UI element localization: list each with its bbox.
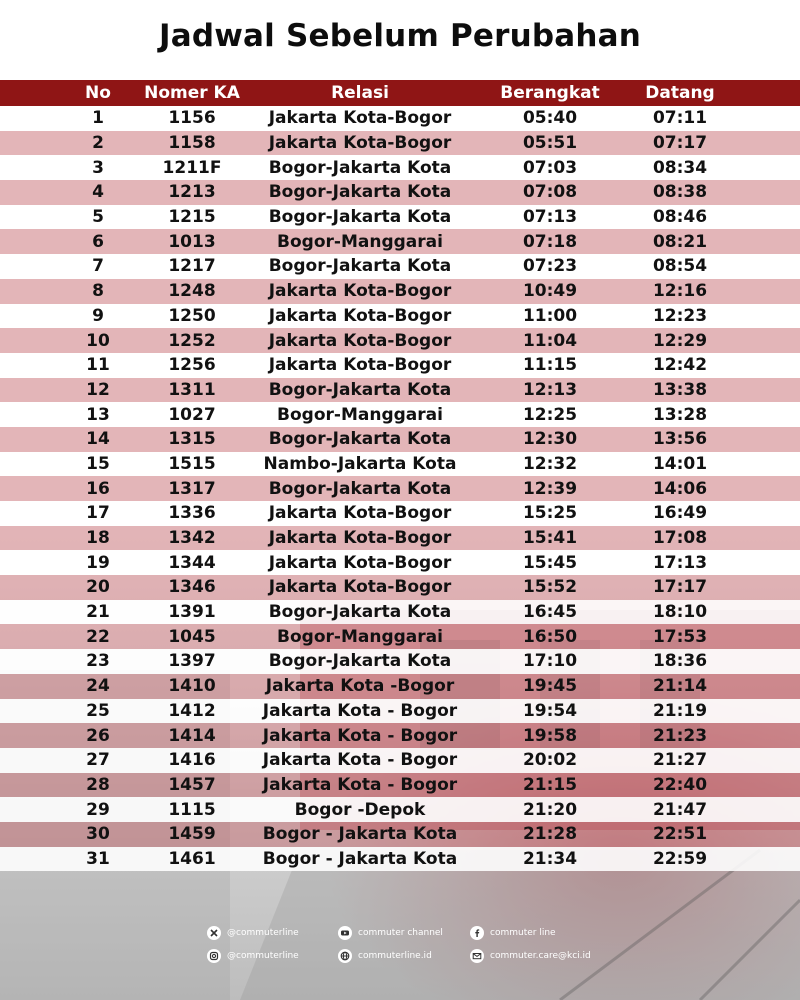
- table-row: [0, 353, 800, 378]
- row-nomer-ka: 1461: [168, 848, 216, 869]
- schedule-table: [0, 80, 800, 871]
- row-relasi: Jakarta Kota -Bogor: [265, 676, 455, 697]
- row-datang: 12:16: [652, 281, 708, 302]
- youtube-icon: [338, 926, 352, 940]
- row-datang: 21:47: [652, 799, 708, 820]
- row-berangkat: 21:20: [522, 799, 578, 820]
- row-relasi: Bogor - Jakarta Kota: [262, 824, 458, 845]
- table-row: [0, 748, 800, 773]
- row-nomer-ka: 1410: [168, 676, 216, 697]
- table-header: [0, 80, 800, 106]
- table-row: [0, 575, 800, 600]
- row-berangkat: 17:10: [522, 651, 578, 672]
- row-nomer-ka: 1344: [168, 552, 216, 573]
- row-nomer-ka: 1414: [168, 725, 216, 746]
- row-relasi: Bogor-Jakarta Kota: [268, 429, 452, 450]
- social-facebook[interactable]: [470, 926, 556, 940]
- row-berangkat: 11:04: [522, 330, 578, 351]
- row-datang: 08:54: [652, 256, 708, 277]
- row-relasi: Bogor-Manggarai: [277, 231, 443, 252]
- row-nomer-ka: 1213: [168, 182, 216, 203]
- row-datang: 17:08: [652, 528, 708, 549]
- social-facebook-handle: commuter line: [490, 928, 556, 938]
- row-relasi: Jakarta Kota-Bogor: [268, 577, 452, 598]
- row-nomer-ka: 1217: [168, 256, 216, 277]
- row-relasi: Bogor-Jakarta Kota: [268, 651, 452, 672]
- table-row: [0, 180, 800, 205]
- row-datang: 12:23: [652, 305, 708, 326]
- social-email[interactable]: [470, 949, 591, 963]
- row-no: 31: [86, 848, 110, 869]
- row-datang: 08:46: [652, 207, 708, 228]
- row-relasi: Bogor-Jakarta Kota: [268, 379, 452, 400]
- row-relasi: Jakarta Kota - Bogor: [262, 700, 458, 721]
- social-youtube[interactable]: [338, 926, 443, 940]
- row-relasi: Bogor-Jakarta Kota: [268, 182, 452, 203]
- row-berangkat: 19:54: [522, 700, 578, 721]
- row-no: 29: [86, 799, 110, 820]
- row-datang: 14:01: [652, 453, 708, 474]
- row-no: 12: [86, 379, 110, 400]
- row-nomer-ka: 1256: [168, 355, 216, 376]
- row-relasi: Jakarta Kota-Bogor: [268, 281, 452, 302]
- row-relasi: Bogor - Jakarta Kota: [262, 848, 458, 869]
- row-no: 24: [86, 676, 110, 697]
- row-no: 10: [86, 330, 110, 351]
- social-instagram[interactable]: [207, 949, 299, 963]
- table-row: [0, 773, 800, 798]
- row-datang: 22:51: [652, 824, 708, 845]
- row-relasi: Jakarta Kota-Bogor: [268, 528, 452, 549]
- table-row: [0, 131, 800, 156]
- row-no: 26: [86, 725, 110, 746]
- row-nomer-ka: 1252: [168, 330, 216, 351]
- row-no: 22: [86, 626, 110, 647]
- row-berangkat: 21:28: [522, 824, 578, 845]
- table-row: [0, 624, 800, 649]
- x-icon: [207, 926, 221, 940]
- row-berangkat: 12:25: [522, 404, 578, 425]
- row-berangkat: 16:45: [522, 602, 578, 623]
- row-nomer-ka: 1311: [168, 379, 216, 400]
- row-no: 2: [92, 133, 104, 154]
- row-nomer-ka: 1459: [168, 824, 216, 845]
- row-datang: 08:34: [652, 157, 708, 178]
- instagram-icon: [207, 949, 221, 963]
- row-datang: 21:27: [652, 750, 708, 771]
- row-berangkat: 16:50: [522, 626, 578, 647]
- row-nomer-ka: 1115: [168, 799, 216, 820]
- table-row: [0, 723, 800, 748]
- table-row: [0, 674, 800, 699]
- row-berangkat: 15:45: [522, 552, 578, 573]
- row-relasi: Bogor-Manggarai: [277, 626, 443, 647]
- table-row: [0, 279, 800, 304]
- row-berangkat: 15:52: [522, 577, 578, 598]
- social-web[interactable]: [338, 949, 432, 963]
- row-nomer-ka: 1248: [168, 281, 216, 302]
- table-row: [0, 822, 800, 847]
- row-datang: 17:13: [652, 552, 708, 573]
- row-datang: 12:42: [652, 355, 708, 376]
- table-row: [0, 378, 800, 403]
- table-row: [0, 229, 800, 254]
- row-datang: 13:28: [652, 404, 708, 425]
- row-datang: 17:17: [652, 577, 708, 598]
- row-no: 11: [86, 355, 110, 376]
- row-datang: 07:17: [652, 133, 708, 154]
- row-berangkat: 12:39: [522, 478, 578, 499]
- row-relasi: Bogor-Jakarta Kota: [268, 207, 452, 228]
- row-relasi: Bogor-Jakarta Kota: [268, 602, 452, 623]
- row-nomer-ka: 1027: [168, 404, 216, 425]
- row-nomer-ka: 1336: [168, 503, 216, 524]
- row-datang: 22:40: [652, 774, 708, 795]
- row-nomer-ka: 1515: [168, 453, 216, 474]
- row-nomer-ka: 1215: [168, 207, 216, 228]
- row-no: 8: [92, 281, 104, 302]
- table-row: [0, 600, 800, 625]
- row-relasi: Jakarta Kota-Bogor: [268, 133, 452, 154]
- row-no: 28: [86, 774, 110, 795]
- page-title: Jadwal Sebelum Perubahan: [158, 18, 642, 54]
- table-row: [0, 847, 800, 872]
- row-nomer-ka: 1412: [168, 700, 216, 721]
- row-relasi: Bogor-Jakarta Kota: [268, 256, 452, 277]
- row-nomer-ka: 1317: [168, 478, 216, 499]
- row-datang: 07:11: [652, 108, 708, 129]
- row-no: 4: [92, 182, 104, 203]
- row-no: 6: [92, 231, 104, 252]
- header-relasi: Relasi: [331, 83, 389, 103]
- social-youtube-handle: commuter channel: [358, 928, 443, 938]
- row-datang: 08:38: [652, 182, 708, 203]
- table-row: [0, 797, 800, 822]
- social-email-handle: commuter.care@kci.id: [490, 951, 591, 961]
- row-relasi: Jakarta Kota - Bogor: [262, 725, 458, 746]
- row-berangkat: 21:15: [522, 774, 578, 795]
- row-nomer-ka: 1416: [168, 750, 216, 771]
- row-relasi: Jakarta Kota-Bogor: [268, 108, 452, 129]
- table-row: [0, 526, 800, 551]
- row-berangkat: 10:49: [522, 281, 578, 302]
- row-no: 17: [86, 503, 110, 524]
- table-row: [0, 328, 800, 353]
- row-berangkat: 21:34: [522, 848, 578, 869]
- table-row: [0, 501, 800, 526]
- row-datang: 13:56: [652, 429, 708, 450]
- table-row: [0, 155, 800, 180]
- row-relasi: Bogor-Jakarta Kota: [268, 157, 452, 178]
- table-row: [0, 304, 800, 329]
- row-berangkat: 05:51: [522, 133, 578, 154]
- row-no: 23: [86, 651, 110, 672]
- row-berangkat: 19:45: [522, 676, 578, 697]
- row-no: 5: [92, 207, 104, 228]
- table-row: [0, 550, 800, 575]
- row-berangkat: 07:13: [522, 207, 578, 228]
- row-nomer-ka: 1397: [168, 651, 216, 672]
- facebook-icon: [470, 926, 484, 940]
- row-relasi: Jakarta Kota-Bogor: [268, 503, 452, 524]
- row-berangkat: 11:00: [522, 305, 578, 326]
- row-no: 3: [92, 157, 104, 178]
- row-relasi: Jakarta Kota-Bogor: [268, 552, 452, 573]
- header-berangkat: Berangkat: [500, 83, 600, 103]
- header-no: No: [85, 83, 111, 103]
- table-row: [0, 427, 800, 452]
- row-no: 25: [86, 700, 110, 721]
- row-datang: 21:23: [652, 725, 708, 746]
- social-footer: [200, 926, 620, 972]
- row-datang: 18:10: [652, 602, 708, 623]
- row-nomer-ka: 1250: [168, 305, 216, 326]
- row-relasi: Bogor-Manggarai: [277, 404, 443, 425]
- social-web-handle: commuterline.id: [358, 951, 432, 961]
- table-row: [0, 205, 800, 230]
- table-row: [0, 402, 800, 427]
- row-no: 30: [86, 824, 110, 845]
- row-berangkat: 19:58: [522, 725, 578, 746]
- row-berangkat: 12:30: [522, 429, 578, 450]
- table-row: [0, 699, 800, 724]
- row-berangkat: 05:40: [522, 108, 578, 129]
- row-berangkat: 15:25: [522, 503, 578, 524]
- row-relasi: Bogor -Depok: [294, 799, 426, 820]
- mail-icon: [470, 949, 484, 963]
- row-nomer-ka: 1156: [168, 108, 216, 129]
- row-no: 21: [86, 602, 110, 623]
- row-no: 1: [92, 108, 104, 129]
- row-no: 9: [92, 305, 104, 326]
- header-nomer-ka: Nomer KA: [144, 83, 240, 103]
- row-no: 18: [86, 528, 110, 549]
- row-relasi: Jakarta Kota-Bogor: [268, 330, 452, 351]
- row-berangkat: 12:13: [522, 379, 578, 400]
- table-row: [0, 106, 800, 131]
- row-nomer-ka: 1211F: [162, 157, 222, 178]
- social-x-handle: @commuterline: [227, 928, 299, 938]
- row-nomer-ka: 1391: [168, 602, 216, 623]
- row-relasi: Jakarta Kota-Bogor: [268, 355, 452, 376]
- table-row: [0, 649, 800, 674]
- row-no: 13: [86, 404, 110, 425]
- row-datang: 17:53: [652, 626, 708, 647]
- row-relasi: Bogor-Jakarta Kota: [268, 478, 452, 499]
- globe-icon: [338, 949, 352, 963]
- row-datang: 22:59: [652, 848, 708, 869]
- row-berangkat: 07:08: [522, 182, 578, 203]
- row-no: 15: [86, 453, 110, 474]
- row-berangkat: 07:03: [522, 157, 578, 178]
- table-row: [0, 476, 800, 501]
- row-nomer-ka: 1158: [168, 133, 216, 154]
- header-datang: Datang: [645, 83, 715, 103]
- row-datang: 13:38: [652, 379, 708, 400]
- row-datang: 18:36: [652, 651, 708, 672]
- table-row: [0, 254, 800, 279]
- row-berangkat: 20:02: [522, 750, 578, 771]
- row-datang: 16:49: [652, 503, 708, 524]
- row-relasi: Jakarta Kota-Bogor: [268, 305, 452, 326]
- row-berangkat: 15:41: [522, 528, 578, 549]
- row-relasi: Nambo-Jakarta Kota: [263, 453, 457, 474]
- row-no: 27: [86, 750, 110, 771]
- row-nomer-ka: 1457: [168, 774, 216, 795]
- row-berangkat: 07:18: [522, 231, 578, 252]
- social-instagram-handle: @commuterline: [227, 951, 299, 961]
- table-row: [0, 452, 800, 477]
- social-x[interactable]: [207, 926, 299, 940]
- row-nomer-ka: 1013: [168, 231, 216, 252]
- row-datang: 21:19: [652, 700, 708, 721]
- row-nomer-ka: 1045: [168, 626, 216, 647]
- row-no: 19: [86, 552, 110, 573]
- row-nomer-ka: 1315: [168, 429, 216, 450]
- row-nomer-ka: 1342: [168, 528, 216, 549]
- row-nomer-ka: 1346: [168, 577, 216, 598]
- row-relasi: Jakarta Kota - Bogor: [262, 750, 458, 771]
- row-datang: 12:29: [652, 330, 708, 351]
- row-no: 20: [86, 577, 110, 598]
- row-no: 7: [92, 256, 104, 277]
- row-relasi: Jakarta Kota - Bogor: [262, 774, 458, 795]
- row-berangkat: 07:23: [522, 256, 578, 277]
- row-datang: 08:21: [652, 231, 708, 252]
- row-berangkat: 12:32: [522, 453, 578, 474]
- row-datang: 14:06: [652, 478, 708, 499]
- row-no: 14: [86, 429, 110, 450]
- row-berangkat: 11:15: [522, 355, 578, 376]
- row-no: 16: [86, 478, 110, 499]
- row-datang: 21:14: [652, 676, 708, 697]
